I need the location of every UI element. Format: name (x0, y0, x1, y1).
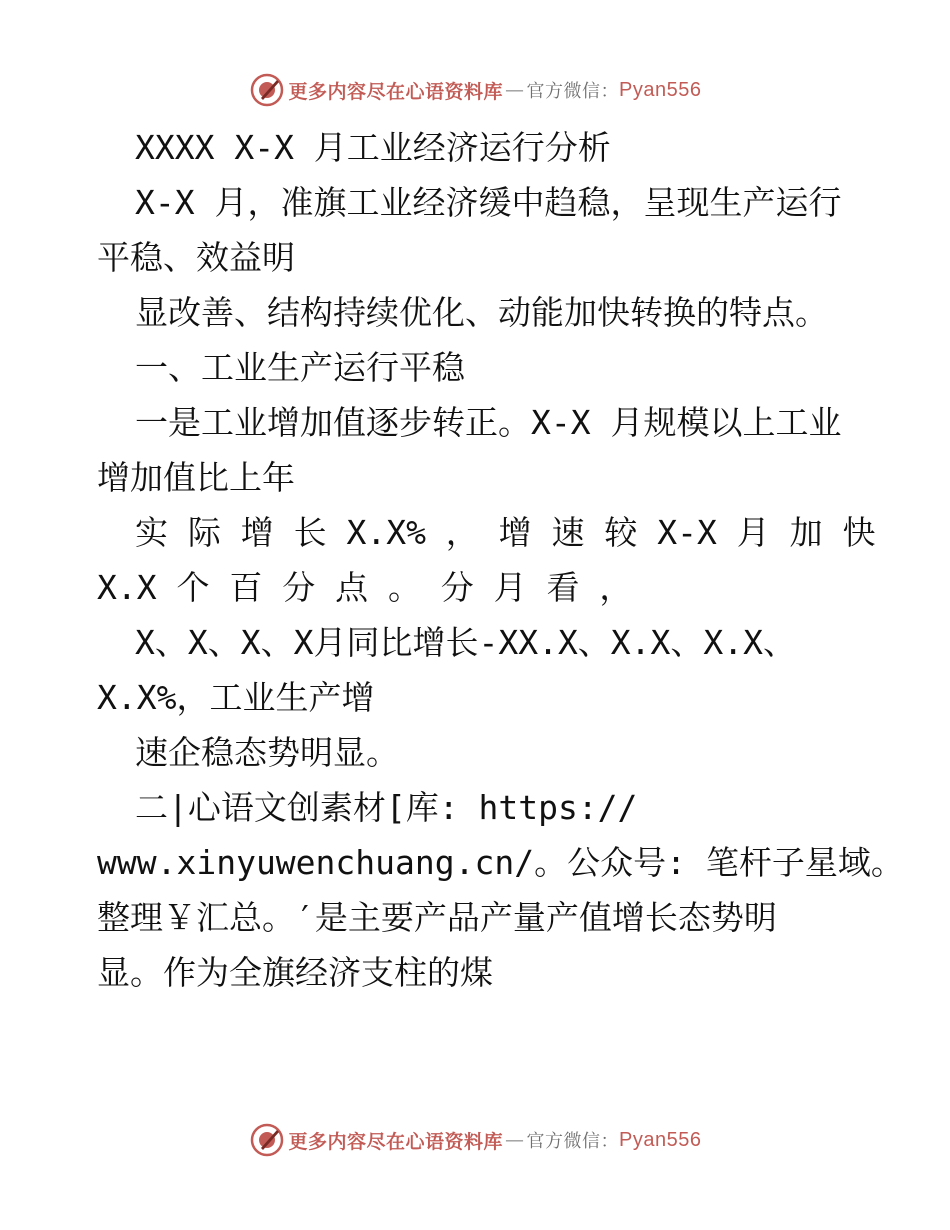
paragraph-line: 一是工业增加值逐步转正。X-X 月规模以上工业 (135, 403, 842, 442)
watermark-id: Pyan556 (619, 1128, 702, 1151)
logo-icon (249, 72, 285, 108)
paragraph-line: X、X、X、X月同比增长-XX.X、X.X、X.X、 (135, 623, 797, 662)
watermark-dash: — (505, 1129, 525, 1151)
paragraph-line: 显。作为全旗经济支柱的煤 (97, 953, 493, 992)
paragraph-line: 速企稳态势明显。 (135, 733, 399, 772)
watermark-id: Pyan556 (619, 78, 702, 101)
document-title: XXXX X-X 月工业经济运行分析 (135, 128, 611, 167)
watermark-text: 更多内容尽在心语资料库 (288, 80, 504, 103)
paragraph-line: 二|心语文创素材[库: https:// (135, 788, 638, 827)
watermark-label: 官方微信： (526, 1131, 620, 1152)
section-heading: 一、工业生产运行平稳 (135, 348, 465, 387)
paragraph-line: X-X 月，准旗工业经济缓中趋稳，呈现生产运行 (135, 183, 842, 222)
paragraph-line: 显改善、结构持续优化、动能加快转换的特点。 (135, 293, 828, 332)
watermark-text: 更多内容尽在心语资料库 (288, 1130, 504, 1153)
watermark-footer (0, 1120, 950, 1160)
logo-icon (249, 1122, 285, 1158)
watermark-label: 官方微信： (526, 81, 620, 102)
watermark-header (0, 70, 950, 110)
paragraph-line: www.xinyuwenchuang.cn/。公众号: 笔杆子星域。 (97, 843, 904, 882)
paragraph-line: X.X%，工业生产增 (97, 678, 375, 717)
paragraph-line: X.X 个 百 分 点 。 分 月 看 ， (97, 568, 633, 607)
paragraph-line: 增加值比上年 (97, 458, 295, 497)
paragraph-line: 平稳、效益明 (97, 238, 295, 277)
paragraph-line: 整理￥汇总。′是主要产品产量产值增长态势明 (97, 898, 777, 937)
watermark-dash: — (505, 79, 525, 101)
document-body (97, 120, 904, 1000)
paragraph-line: 实 际 增 长 X.X% ， 增 速 较 X-X 月 加 快 (135, 513, 876, 552)
